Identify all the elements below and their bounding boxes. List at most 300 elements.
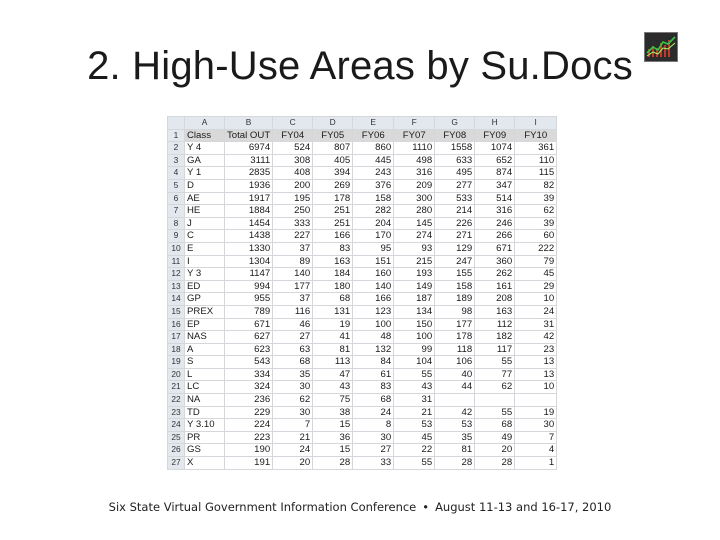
table-cell[interactable]: 155 bbox=[435, 268, 475, 281]
table-cell[interactable]: 227 bbox=[273, 230, 313, 243]
table-cell[interactable]: 671 bbox=[225, 318, 273, 331]
table-row bbox=[168, 280, 557, 293]
header-cell[interactable]: FY07 bbox=[394, 129, 435, 142]
table-cell[interactable]: 118 bbox=[435, 343, 475, 356]
table-cell[interactable]: 163 bbox=[475, 305, 515, 318]
row-number[interactable]: 7 bbox=[168, 205, 185, 218]
column-header-b[interactable]: B bbox=[225, 117, 273, 130]
table-cell[interactable]: 22 bbox=[394, 444, 435, 457]
table-cell[interactable]: 98 bbox=[435, 305, 475, 318]
table-cell[interactable]: 177 bbox=[435, 318, 475, 331]
table-cell[interactable]: 116 bbox=[273, 305, 313, 318]
row-number[interactable]: 18 bbox=[168, 343, 185, 356]
table-cell[interactable]: 229 bbox=[225, 406, 273, 419]
table-cell[interactable]: 20 bbox=[475, 444, 515, 457]
table-cell[interactable]: 1917 bbox=[225, 192, 273, 205]
footer-conference: Six State Virtual Government Information Conference bbox=[108, 500, 417, 514]
table-cell[interactable]: 7 bbox=[515, 431, 557, 444]
row-number[interactable]: 21 bbox=[168, 381, 185, 394]
table-cell[interactable]: 445 bbox=[353, 154, 394, 167]
table-cell[interactable]: 1304 bbox=[225, 255, 273, 268]
table-cell[interactable]: 251 bbox=[313, 205, 353, 218]
table-cell[interactable]: 145 bbox=[394, 217, 435, 230]
table-cell[interactable]: 140 bbox=[353, 280, 394, 293]
table-cell[interactable]: 131 bbox=[313, 305, 353, 318]
table-cell[interactable]: TD bbox=[185, 406, 225, 419]
table-row bbox=[168, 192, 557, 205]
table-cell[interactable]: 178 bbox=[313, 192, 353, 205]
table-cell[interactable]: 15 bbox=[313, 419, 353, 432]
table-cell[interactable]: 316 bbox=[394, 167, 435, 180]
table-cell[interactable]: 166 bbox=[353, 293, 394, 306]
row-number[interactable]: 19 bbox=[168, 356, 185, 369]
table-cell[interactable]: 214 bbox=[435, 205, 475, 218]
table-cell[interactable]: 47 bbox=[313, 368, 353, 381]
table-cell[interactable]: 44 bbox=[435, 381, 475, 394]
table-cell[interactable]: 209 bbox=[394, 179, 435, 192]
table-cell[interactable]: 1 bbox=[515, 457, 557, 470]
table-row bbox=[168, 343, 557, 356]
table-cell[interactable]: NA bbox=[185, 394, 225, 407]
table-cell[interactable]: 282 bbox=[353, 205, 394, 218]
table-cell[interactable]: 498 bbox=[394, 154, 435, 167]
table-cell[interactable]: 19 bbox=[515, 406, 557, 419]
table-cell[interactable]: 68 bbox=[273, 356, 313, 369]
table-cell[interactable]: Y 4 bbox=[185, 142, 225, 155]
table-cell[interactable]: 113 bbox=[313, 356, 353, 369]
row-number[interactable]: 26 bbox=[168, 444, 185, 457]
table-cell[interactable]: X bbox=[185, 457, 225, 470]
row-number[interactable]: 1 bbox=[168, 129, 185, 142]
table-cell[interactable]: 24 bbox=[353, 406, 394, 419]
table-cell[interactable]: 166 bbox=[313, 230, 353, 243]
table-cell[interactable]: 49 bbox=[475, 431, 515, 444]
table-cell[interactable]: 20 bbox=[273, 457, 313, 470]
table-cell[interactable]: 38 bbox=[313, 406, 353, 419]
table-cell[interactable]: 35 bbox=[435, 431, 475, 444]
table-cell[interactable]: 134 bbox=[394, 305, 435, 318]
table-cell[interactable]: 246 bbox=[475, 217, 515, 230]
table-cell[interactable]: 874 bbox=[475, 167, 515, 180]
column-header-h[interactable]: H bbox=[475, 117, 515, 130]
table-cell[interactable]: 36 bbox=[313, 431, 353, 444]
table-cell[interactable]: HE bbox=[185, 205, 225, 218]
table-cell[interactable]: 4 bbox=[515, 444, 557, 457]
table-cell[interactable]: 43 bbox=[394, 381, 435, 394]
table-cell[interactable]: 623 bbox=[225, 343, 273, 356]
table-cell[interactable]: 112 bbox=[475, 318, 515, 331]
table-cell[interactable]: 405 bbox=[313, 154, 353, 167]
table-cell[interactable]: 41 bbox=[313, 331, 353, 344]
row-number[interactable]: 16 bbox=[168, 318, 185, 331]
table-cell[interactable]: 208 bbox=[475, 293, 515, 306]
table-cell[interactable]: GA bbox=[185, 154, 225, 167]
table-cell[interactable]: 1074 bbox=[475, 142, 515, 155]
table-cell[interactable]: 31 bbox=[515, 318, 557, 331]
table-cell[interactable]: E bbox=[185, 242, 225, 255]
row-number[interactable]: 23 bbox=[168, 406, 185, 419]
table-cell[interactable]: 61 bbox=[353, 368, 394, 381]
row-number[interactable]: 20 bbox=[168, 368, 185, 381]
table-cell[interactable]: 68 bbox=[313, 293, 353, 306]
table-cell[interactable] bbox=[515, 394, 557, 407]
table-cell[interactable]: 190 bbox=[225, 444, 273, 457]
table-cell[interactable]: 140 bbox=[273, 268, 313, 281]
row-number[interactable]: 17 bbox=[168, 331, 185, 344]
table-cell[interactable]: 271 bbox=[435, 230, 475, 243]
table-cell[interactable]: 250 bbox=[273, 205, 313, 218]
header-cell[interactable]: FY09 bbox=[475, 129, 515, 142]
table-cell[interactable]: 160 bbox=[353, 268, 394, 281]
table-cell[interactable]: 62 bbox=[475, 381, 515, 394]
table-cell[interactable]: 10 bbox=[515, 381, 557, 394]
table-cell[interactable]: 247 bbox=[435, 255, 475, 268]
table-cell[interactable]: NAS bbox=[185, 331, 225, 344]
table-cell[interactable]: 10 bbox=[515, 293, 557, 306]
table-cell[interactable]: 3111 bbox=[225, 154, 273, 167]
table-cell[interactable]: 627 bbox=[225, 331, 273, 344]
table-cell[interactable]: 543 bbox=[225, 356, 273, 369]
table-cell[interactable]: 376 bbox=[353, 179, 394, 192]
table-row bbox=[168, 217, 557, 230]
select-all-corner[interactable] bbox=[168, 117, 185, 130]
table-cell[interactable]: 30 bbox=[273, 406, 313, 419]
table-cell[interactable]: 789 bbox=[225, 305, 273, 318]
table-cell[interactable]: 55 bbox=[394, 368, 435, 381]
table-cell[interactable]: ED bbox=[185, 280, 225, 293]
table-cell[interactable]: 158 bbox=[435, 280, 475, 293]
table-cell[interactable]: 29 bbox=[515, 280, 557, 293]
table-cell[interactable]: 43 bbox=[313, 381, 353, 394]
table-cell[interactable]: 15 bbox=[313, 444, 353, 457]
table-cell[interactable]: 13 bbox=[515, 356, 557, 369]
column-header-g[interactable]: G bbox=[435, 117, 475, 130]
table-cell[interactable]: 99 bbox=[394, 343, 435, 356]
table-cell[interactable]: 193 bbox=[394, 268, 435, 281]
table-cell[interactable]: 81 bbox=[313, 343, 353, 356]
table-cell[interactable]: 204 bbox=[353, 217, 394, 230]
table-cell[interactable]: 533 bbox=[435, 192, 475, 205]
table-cell[interactable]: 46 bbox=[273, 318, 313, 331]
table-cell[interactable]: 180 bbox=[313, 280, 353, 293]
table-cell[interactable]: 269 bbox=[313, 179, 353, 192]
table-cell[interactable]: 33 bbox=[353, 457, 394, 470]
table-row bbox=[168, 419, 557, 432]
table-cell[interactable]: 100 bbox=[353, 318, 394, 331]
table-cell[interactable]: 224 bbox=[225, 419, 273, 432]
table-cell[interactable]: 191 bbox=[225, 457, 273, 470]
table-cell[interactable]: 39 bbox=[515, 192, 557, 205]
table-cell[interactable]: PREX bbox=[185, 305, 225, 318]
header-cell[interactable]: FY08 bbox=[435, 129, 475, 142]
table-cell[interactable]: 106 bbox=[435, 356, 475, 369]
table-cell[interactable]: 266 bbox=[475, 230, 515, 243]
table-cell[interactable]: 55 bbox=[475, 406, 515, 419]
table-cell[interactable]: 316 bbox=[475, 205, 515, 218]
table-cell[interactable]: 55 bbox=[475, 356, 515, 369]
table-cell[interactable]: 1558 bbox=[435, 142, 475, 155]
table-cell[interactable]: 45 bbox=[394, 431, 435, 444]
table-cell[interactable]: 28 bbox=[313, 457, 353, 470]
table-cell[interactable] bbox=[475, 394, 515, 407]
table-cell[interactable]: 89 bbox=[273, 255, 313, 268]
table-row bbox=[168, 268, 557, 281]
row-number[interactable]: 22 bbox=[168, 394, 185, 407]
table-cell[interactable]: 82 bbox=[515, 179, 557, 192]
table-cell[interactable]: 195 bbox=[273, 192, 313, 205]
table-cell[interactable]: S bbox=[185, 356, 225, 369]
table-cell[interactable]: D bbox=[185, 179, 225, 192]
table-cell[interactable]: 324 bbox=[225, 381, 273, 394]
column-header-f[interactable]: F bbox=[394, 117, 435, 130]
table-cell[interactable]: 30 bbox=[353, 431, 394, 444]
row-number[interactable]: 4 bbox=[168, 167, 185, 180]
table-cell[interactable]: 1110 bbox=[394, 142, 435, 155]
table-cell[interactable]: 251 bbox=[313, 217, 353, 230]
row-number[interactable]: 13 bbox=[168, 280, 185, 293]
table-cell[interactable]: 62 bbox=[515, 205, 557, 218]
table-cell[interactable]: 215 bbox=[394, 255, 435, 268]
table-cell[interactable]: 63 bbox=[273, 343, 313, 356]
table-cell[interactable]: 236 bbox=[225, 394, 273, 407]
table-cell[interactable]: 1438 bbox=[225, 230, 273, 243]
table-cell[interactable]: 955 bbox=[225, 293, 273, 306]
table-cell[interactable]: 60 bbox=[515, 230, 557, 243]
table-cell[interactable]: 860 bbox=[353, 142, 394, 155]
table-cell[interactable]: 177 bbox=[273, 280, 313, 293]
table-cell[interactable]: Y 3.10 bbox=[185, 419, 225, 432]
table-cell[interactable]: 31 bbox=[394, 394, 435, 407]
table-cell[interactable]: I bbox=[185, 255, 225, 268]
column-header-d[interactable]: D bbox=[313, 117, 353, 130]
table-cell[interactable]: 300 bbox=[394, 192, 435, 205]
table-cell[interactable]: 495 bbox=[435, 167, 475, 180]
table-cell[interactable]: 1454 bbox=[225, 217, 273, 230]
row-number[interactable]: 14 bbox=[168, 293, 185, 306]
table-cell[interactable]: 347 bbox=[475, 179, 515, 192]
table-cell[interactable]: 53 bbox=[394, 419, 435, 432]
table-cell[interactable]: 37 bbox=[273, 293, 313, 306]
table-cell[interactable]: 408 bbox=[273, 167, 313, 180]
table-cell[interactable]: 129 bbox=[435, 242, 475, 255]
table-cell[interactable]: 223 bbox=[225, 431, 273, 444]
table-cell[interactable]: 93 bbox=[394, 242, 435, 255]
table-cell[interactable]: 8 bbox=[353, 419, 394, 432]
table-cell[interactable]: 132 bbox=[353, 343, 394, 356]
table-cell[interactable]: 6974 bbox=[225, 142, 273, 155]
header-cell[interactable]: FY05 bbox=[313, 129, 353, 142]
table-cell[interactable]: GS bbox=[185, 444, 225, 457]
table-cell[interactable]: Y 1 bbox=[185, 167, 225, 180]
table-cell[interactable]: L bbox=[185, 368, 225, 381]
table-row bbox=[168, 431, 557, 444]
table-cell[interactable]: 149 bbox=[394, 280, 435, 293]
row-number[interactable]: 2 bbox=[168, 142, 185, 155]
table-cell[interactable]: 161 bbox=[475, 280, 515, 293]
table-cell[interactable]: 1147 bbox=[225, 268, 273, 281]
table-cell[interactable]: 42 bbox=[515, 331, 557, 344]
table-cell[interactable]: 524 bbox=[273, 142, 313, 155]
table-cell[interactable]: 95 bbox=[353, 242, 394, 255]
table-cell[interactable]: 200 bbox=[273, 179, 313, 192]
table-cell[interactable]: 21 bbox=[273, 431, 313, 444]
table-cell[interactable]: 13 bbox=[515, 368, 557, 381]
chart-thumbnail-icon bbox=[644, 32, 678, 62]
table-cell[interactable]: 77 bbox=[475, 368, 515, 381]
slide-footer bbox=[0, 500, 720, 514]
table-cell[interactable]: GP bbox=[185, 293, 225, 306]
table-cell[interactable]: 361 bbox=[515, 142, 557, 155]
column-header-i[interactable]: I bbox=[515, 117, 557, 130]
table-cell[interactable]: 1884 bbox=[225, 205, 273, 218]
table-cell[interactable]: 27 bbox=[273, 331, 313, 344]
table-cell[interactable]: 182 bbox=[475, 331, 515, 344]
table-cell[interactable]: EP bbox=[185, 318, 225, 331]
table-row bbox=[168, 142, 557, 155]
row-number[interactable]: 27 bbox=[168, 457, 185, 470]
table-cell[interactable]: 163 bbox=[313, 255, 353, 268]
table-cell[interactable]: C bbox=[185, 230, 225, 243]
table-row bbox=[168, 406, 557, 419]
row-number[interactable]: 24 bbox=[168, 419, 185, 432]
row-number[interactable]: 6 bbox=[168, 192, 185, 205]
table-cell[interactable]: 30 bbox=[273, 381, 313, 394]
row-number[interactable]: 8 bbox=[168, 217, 185, 230]
row-number[interactable]: 10 bbox=[168, 242, 185, 255]
table-cell[interactable]: 178 bbox=[435, 331, 475, 344]
table-cell[interactable]: 23 bbox=[515, 343, 557, 356]
table-cell[interactable]: Y 3 bbox=[185, 268, 225, 281]
table-cell[interactable]: 170 bbox=[353, 230, 394, 243]
table-cell[interactable]: 104 bbox=[394, 356, 435, 369]
table-cell[interactable]: 807 bbox=[313, 142, 353, 155]
row-number[interactable]: 9 bbox=[168, 230, 185, 243]
table-cell[interactable]: 1330 bbox=[225, 242, 273, 255]
table-cell[interactable]: 45 bbox=[515, 268, 557, 281]
table-row bbox=[168, 457, 557, 470]
table-cell[interactable]: J bbox=[185, 217, 225, 230]
table-cell[interactable]: 262 bbox=[475, 268, 515, 281]
table-cell[interactable]: 40 bbox=[435, 368, 475, 381]
table-cell[interactable]: 2835 bbox=[225, 167, 273, 180]
table-row bbox=[168, 230, 557, 243]
table-cell[interactable]: 360 bbox=[475, 255, 515, 268]
table-cell[interactable]: 652 bbox=[475, 154, 515, 167]
table-cell[interactable]: 184 bbox=[313, 268, 353, 281]
table-cell[interactable]: 7 bbox=[273, 419, 313, 432]
table-cell[interactable]: 28 bbox=[475, 457, 515, 470]
table-cell[interactable]: 277 bbox=[435, 179, 475, 192]
table-cell[interactable]: 68 bbox=[353, 394, 394, 407]
table-cell[interactable]: 75 bbox=[313, 394, 353, 407]
table-cell[interactable]: 55 bbox=[394, 457, 435, 470]
table-cell[interactable]: 27 bbox=[353, 444, 394, 457]
header-cell[interactable]: FY04 bbox=[273, 129, 313, 142]
table-cell[interactable]: 19 bbox=[313, 318, 353, 331]
row-number[interactable]: 3 bbox=[168, 154, 185, 167]
row-number[interactable]: 11 bbox=[168, 255, 185, 268]
table-cell[interactable]: 28 bbox=[435, 457, 475, 470]
spreadsheet-screenshot bbox=[167, 116, 562, 472]
table-cell[interactable]: 100 bbox=[394, 331, 435, 344]
header-cell[interactable]: FY10 bbox=[515, 129, 557, 142]
table-cell[interactable]: 37 bbox=[273, 242, 313, 255]
table-cell[interactable]: 110 bbox=[515, 154, 557, 167]
table-cell[interactable]: 280 bbox=[394, 205, 435, 218]
table-cell[interactable]: 274 bbox=[394, 230, 435, 243]
table-row bbox=[168, 331, 557, 344]
table-cell[interactable]: 42 bbox=[435, 406, 475, 419]
header-cell[interactable]: FY06 bbox=[353, 129, 394, 142]
table-cell[interactable]: 150 bbox=[394, 318, 435, 331]
table-row bbox=[168, 368, 557, 381]
table-cell[interactable]: 394 bbox=[313, 167, 353, 180]
table-cell[interactable]: 115 bbox=[515, 167, 557, 180]
column-header-c[interactable]: C bbox=[273, 117, 313, 130]
table-cell[interactable]: 62 bbox=[273, 394, 313, 407]
table-cell[interactable]: 671 bbox=[475, 242, 515, 255]
table-cell[interactable]: 53 bbox=[435, 419, 475, 432]
table-cell[interactable]: 48 bbox=[353, 331, 394, 344]
table-cell[interactable]: 83 bbox=[353, 381, 394, 394]
column-header-a[interactable]: A bbox=[185, 117, 225, 130]
table-cell[interactable]: 79 bbox=[515, 255, 557, 268]
table-cell[interactable]: 84 bbox=[353, 356, 394, 369]
table-cell[interactable]: 81 bbox=[435, 444, 475, 457]
table-cell[interactable]: 994 bbox=[225, 280, 273, 293]
table-cell[interactable]: AE bbox=[185, 192, 225, 205]
row-number[interactable]: 25 bbox=[168, 431, 185, 444]
table-cell[interactable]: 83 bbox=[313, 242, 353, 255]
table-cell[interactable]: 123 bbox=[353, 305, 394, 318]
table-cell[interactable]: 1936 bbox=[225, 179, 273, 192]
table-cell[interactable]: 308 bbox=[273, 154, 313, 167]
table-cell[interactable]: 334 bbox=[225, 368, 273, 381]
table-cell[interactable]: LC bbox=[185, 381, 225, 394]
table-cell[interactable]: 24 bbox=[515, 305, 557, 318]
header-cell[interactable]: Class bbox=[185, 129, 225, 142]
table-cell[interactable]: 35 bbox=[273, 368, 313, 381]
table-cell[interactable]: 158 bbox=[353, 192, 394, 205]
table-cell[interactable]: A bbox=[185, 343, 225, 356]
table-cell[interactable]: 151 bbox=[353, 255, 394, 268]
table-cell[interactable]: 21 bbox=[394, 406, 435, 419]
table-cell[interactable]: 39 bbox=[515, 217, 557, 230]
column-header-row bbox=[168, 117, 557, 130]
table-cell[interactable]: 514 bbox=[475, 192, 515, 205]
table-cell[interactable]: 333 bbox=[273, 217, 313, 230]
table-cell[interactable]: 226 bbox=[435, 217, 475, 230]
table-cell[interactable]: 68 bbox=[475, 419, 515, 432]
table-cell[interactable]: 189 bbox=[435, 293, 475, 306]
row-number[interactable]: 15 bbox=[168, 305, 185, 318]
table-cell[interactable]: 187 bbox=[394, 293, 435, 306]
table-cell[interactable]: 222 bbox=[515, 242, 557, 255]
table-cell[interactable] bbox=[435, 394, 475, 407]
table-cell[interactable]: PR bbox=[185, 431, 225, 444]
row-number[interactable]: 12 bbox=[168, 268, 185, 281]
table-cell[interactable]: 117 bbox=[475, 343, 515, 356]
table-cell[interactable]: 243 bbox=[353, 167, 394, 180]
table-cell[interactable]: 30 bbox=[515, 419, 557, 432]
table-row bbox=[168, 167, 557, 180]
column-header-e[interactable]: E bbox=[353, 117, 394, 130]
row-number[interactable]: 5 bbox=[168, 179, 185, 192]
table-cell[interactable]: 24 bbox=[273, 444, 313, 457]
table-cell[interactable]: 633 bbox=[435, 154, 475, 167]
table-row bbox=[168, 381, 557, 394]
header-cell[interactable]: Total OUT bbox=[225, 129, 273, 142]
